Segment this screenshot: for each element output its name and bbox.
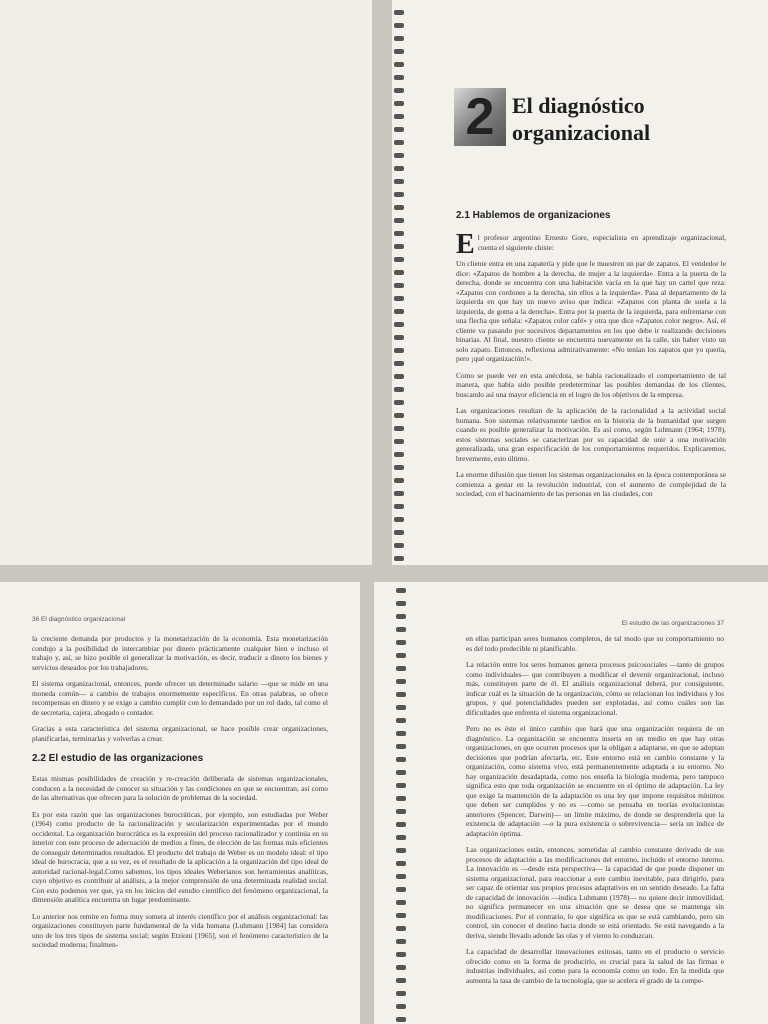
- spiral-ring: [394, 556, 404, 561]
- spiral-ring: [396, 757, 406, 762]
- paragraph: La capacidad de desarrollar innovaciones exitosas, tanto en el producto o servicio ofrecido como en la forma de producirlo, es crucial para la salud de las firmas e industrias individuales, así como para la economía como un todo. En la medida que aumenta la tasa de cambio de la tecnología, que se acelera el grado de la compe-: [466, 947, 724, 985]
- paragraph: Estas mismas posibilidades de creación y re-creación deliberada de sistemas organizacionales, conducen a la necesidad de conocer su situación y las condiciones en que se encuentran, así como de las alternativas que ofrecen para la solución de problemas de la sociedad.: [32, 774, 328, 802]
- spiral-ring: [394, 192, 404, 197]
- paragraph: Es por esta razón que las organizaciones burocráticas, por ejemplo, son estudiadas por Weber (1964) como producto de la racionalización y secularización experimentadas por el mundo occidental. La organización burocrática es la expresión del proceso racionalizador y continúa en su interior con este proceso de adecuación de medios a fines, de elección de las formas más eficientes de conseguir determinados resultados. El producto del trabajo de Weber es un modelo ideal: el tipo ideal de burocracia, que a su vez, es el resultado de la aplicación a la organización del tipo ideal de autoridad racional-legal.Como sabemos, los tipos ideales Weberianos son herramientas analíticas, cuyo objetivo es contribuir al análisis, a la mejor comprensión de una determinada realidad social. Con esto podemos ver que, ya en los inicios del estudio científico del fenómeno organizacional, la dimensión analítica encuentra un lugar predominante.: [32, 809, 328, 904]
- spiral-ring: [396, 822, 406, 827]
- paragraph: la creciente demanda por productos y la monetarización de la economía. Esta monetarización condujo a la posibilidad de intercambiar por dinero prácticamente cualquier bien e incluso el trabajo y, así, se hizo posible el generalizar la motivación, es decir, traducir a dinero los bienes y servicios deseados por los trabajadores.: [32, 634, 328, 672]
- spiral-ring: [394, 231, 404, 236]
- spiral-ring: [394, 10, 404, 15]
- spiral-ring: [396, 848, 406, 853]
- spiral-ring: [394, 504, 404, 509]
- spiral-ring: [396, 770, 406, 775]
- spiral-ring: [394, 179, 404, 184]
- chapter-body: [456, 210, 726, 506]
- spiral-ring: [394, 387, 404, 392]
- spiral-ring: [394, 114, 404, 119]
- spiral-ring: [396, 588, 406, 593]
- spiral-ring: [394, 62, 404, 67]
- spiral-ring: [394, 49, 404, 54]
- spiral-ring: [396, 809, 406, 814]
- spiral-ring: [394, 36, 404, 41]
- page-37-body: [466, 634, 724, 992]
- spiral-ring: [394, 348, 404, 353]
- spiral-ring: [394, 543, 404, 548]
- spiral-ring: [394, 439, 404, 444]
- spiral-ring: [396, 718, 406, 723]
- spiral-ring: [394, 270, 404, 275]
- spiral-ring: [394, 478, 404, 483]
- running-header-left: 36 El diagnóstico organizacional: [32, 616, 126, 623]
- spiral-ring: [396, 939, 406, 944]
- spiral-ring: [394, 322, 404, 327]
- spiral-ring: [396, 900, 406, 905]
- spiral-ring: [394, 374, 404, 379]
- paragraph: Las organizaciones están, entonces, sometidas al cambio constante derivado de sus procesos de adaptación a las modificaciones del entorno, incluido el entorno interno. La innovación es —desde esta perspectiva— la capacidad de que puede disponer un sistema organizacional, para reaccionar a este cambio inevitable, para dirigirlo, para ser capaz de orientar sus propios procesos adaptativos en un sentido deseado. La falta de capacidad de innovación —indica Luhmann (1978)— no quiere decir inmovilidad, no significa permanecer en una situación que se desea que se mantenga sin modificaciones. Por el contrario, lo que significa es que se está cambiando, pero sin control, sin conocer el destino hacia donde se está orientado. Se está navegando a la deriva, siendo llevado adonde las olas y el viento lo conduzcan.: [466, 845, 724, 940]
- page-37: [374, 582, 768, 1024]
- spiral-ring: [394, 218, 404, 223]
- intro-paragraph: El profesor argentino Ernesto Gore, especialista en aprendizaje organizacional, cuenta el siguiente chiste:: [456, 229, 726, 260]
- spiral-ring: [396, 731, 406, 736]
- spiral-ring: [394, 335, 404, 340]
- spiral-ring: [394, 517, 404, 522]
- spiral-ring: [396, 1004, 406, 1009]
- spiral-ring: [394, 127, 404, 132]
- chapter-number-badge: 2: [454, 88, 506, 146]
- page-36-body: [32, 634, 328, 957]
- spiral-ring: [394, 244, 404, 249]
- chapter-opening-page: [392, 0, 768, 565]
- spiral-ring: [394, 452, 404, 457]
- spiral-ring: [394, 530, 404, 535]
- paragraph: Pero no es éste el único cambio que hará que una organización requiera de un diagnóstico. La organización se encuentra inserta en un medio en que hay otras organizaciones, en que ocurren procesos que la obligan a adaptarse, en que se adoptan decisiones que podrían afectarla, etc. Este entorno está en cambio constante y la organización, como sistema vivo, está permanentemente adaptada a su entorno. No hay organización desadaptada, como nos enseña la biología moderna, pero tampoco significa esto que toda organización se encuentre en el óptimo de adaptación. La ley que exige la mantención de la adaptación es una ley que impone requisitos mínimos que deben ser cumplidos y no es —como se pensaba en teorías evolucionistas anteriores (Spencer, Darwin)— un límite máximo, de donde se desprendería que la existencia de adaptación —o la pura existencia o sobrevivencia— sería un índice de adaptación óptima.: [466, 724, 724, 838]
- spiral-ring: [396, 978, 406, 983]
- spiral-ring: [396, 783, 406, 788]
- chapter-title: El diagnóstico organizacional: [512, 93, 651, 145]
- spiral-ring: [394, 413, 404, 418]
- spiral-ring: [394, 75, 404, 80]
- page-36: [0, 582, 360, 1024]
- paragraph: La relación entre los seres humanos genera procesos psicosociales —tanto de grupos como individuales— que contribuyen a modificar el devenir organizacional, incluso más, constituyen parte de él. El análisis organizacional deberá, por consiguiente, indicar cuál es la situación de la organización, cómo se relacionan los individuos y los grupos, y qué potencialidades pueden ser explotadas, así como cuáles son las dificultades que enfrenta el sistema organizacional.: [466, 660, 724, 717]
- spiral-ring: [396, 679, 406, 684]
- spiral-ring: [394, 205, 404, 210]
- paragraph: Como se puede ver en esta anécdota, se había racionalizado el comportamiento de tal manera, que había sido posible predeterminar las posibles demandas de los clientes, buscando así una mayor eficiencia en el logro de los objetivos de la empresa.: [456, 370, 726, 399]
- spiral-ring: [394, 166, 404, 171]
- paragraph: en ellas participan seres humanos completos, de tal modo que su comportamiento no es del todo predecible ni planificable.: [466, 634, 724, 653]
- spiral-ring: [394, 101, 404, 106]
- spiral-ring: [394, 257, 404, 262]
- spiral-ring: [394, 296, 404, 301]
- spiral-ring: [396, 796, 406, 801]
- left-blank-page-top: [0, 0, 372, 565]
- spiral-ring: [394, 426, 404, 431]
- spiral-ring: [396, 991, 406, 996]
- spiral-ring: [394, 88, 404, 93]
- anecdote-quote: Un cliente entra en una zapatería y pide que le muestren un par de zapatos. El vendedor le dice: «Zapatos de hombre a la derecha, de mujer a la izquierda». Entra a la puerta de la derecha, donde se encuentra con una habitación vacía en la que hay un cartel que reza: «Zapatos con cordones a la derecha, sin ellos a la izquierda». Pasa al departamento de la izquierda en que hay un nuevo aviso que indica: «Zapatos con planta de suela a la izquierda, de goma a la derecha». Entra por la puerta de la izquierda, para enfrentarse con una flecha que señala: «Zapatos color café» y otra que dice «Zapatos color negro». Así, el cliente va pasando por sucesivos departamentos en los que debe ir realizando decisiones binarias. Al final, nuestro cliente se encuentra nuevamente en la calle, sin haber visto un solo zapato. Entonces, reflexiona admirativamente: «No tenían los zapatos que yo quería, pero ¡qué organización!».: [456, 259, 726, 363]
- spiral-ring: [396, 640, 406, 645]
- spiral-ring: [394, 283, 404, 288]
- spiral-ring: [396, 835, 406, 840]
- drop-cap: E: [456, 229, 475, 260]
- spiral-ring: [394, 23, 404, 28]
- paragraph: El sistema organizacional, entonces, puede ofrecer un determinado salario —que se mide en una moneda común— a cambio de trabajos enormemente específicos. En otras palabras, se ofrece recompensas en dinero y se exige a cambio cumplir con lo demandado por un rol dado, tal como el de secretaria, cajera, abogado o contador.: [32, 679, 328, 717]
- spiral-ring: [396, 666, 406, 671]
- paragraph: Lo anterior nos remite en forma muy somera al interés científico por el análisis organizacional: las organizaciones constituyen parte fundamental de la vida humana (Luhmann [1984] las considera uno de los tres tipos de sistema social; según Etzioni [1965], son el fenómeno característico de la sociedad moderna; finalmen-: [32, 911, 328, 949]
- paragraph: Las organizaciones resultan de la aplicación de la racionalidad a la actividad social humana. Son sistemas relativamente tardíos en la historia de la humanidad que surgen cuando es posible generalizar la motivación. Es así como, según Luhmann (1964; 1978), estos sistemas sociales se caracterizan por su capacidad de unir a una motivación generalizada, una gran especificación de los comportamientos requeridos. Explicaremos, brevemente, esto último.: [456, 406, 726, 463]
- running-header-right: El estudio de las organizaciones 37: [621, 620, 724, 627]
- spiral-ring: [396, 601, 406, 606]
- spiral-ring: [396, 874, 406, 879]
- spiral-ring: [396, 614, 406, 619]
- spiral-binding-top: [394, 10, 406, 565]
- section-heading-2-2: 2.2 El estudio de las organizaciones: [32, 753, 204, 764]
- spiral-ring: [394, 153, 404, 158]
- spiral-ring: [396, 692, 406, 697]
- spiral-ring: [396, 952, 406, 957]
- spiral-ring: [394, 400, 404, 405]
- paragraph: Gracias a esta característica del sistema organizacional, se hace posible crear organizaciones, planificarlas, terminarlas y volverlas a crear.: [32, 724, 328, 743]
- spiral-ring: [394, 309, 404, 314]
- spiral-ring: [396, 705, 406, 710]
- spiral-ring: [396, 913, 406, 918]
- spiral-ring: [396, 861, 406, 866]
- spiral-ring: [394, 491, 404, 496]
- spiral-ring: [394, 465, 404, 470]
- spiral-ring: [396, 926, 406, 931]
- spiral-ring: [394, 361, 404, 366]
- spiral-ring: [396, 887, 406, 892]
- section-heading-2-1: 2.1 Hablemos de organizaciones: [456, 210, 611, 221]
- spiral-ring: [396, 744, 406, 749]
- spiral-ring: [396, 1017, 406, 1022]
- spiral-ring: [396, 627, 406, 632]
- paragraph: La enorme difusión que tienen los sistemas organizacionales en la época contemporánea se comienza a gestar en la revolución industrial, con el aumento de complejidad de la sociedad, con el hacinamiento de las personas en las ciudades, con: [456, 470, 726, 498]
- spiral-ring: [396, 653, 406, 658]
- spiral-binding-bottom: [396, 588, 408, 1024]
- spiral-ring: [396, 965, 406, 970]
- spiral-ring: [394, 140, 404, 145]
